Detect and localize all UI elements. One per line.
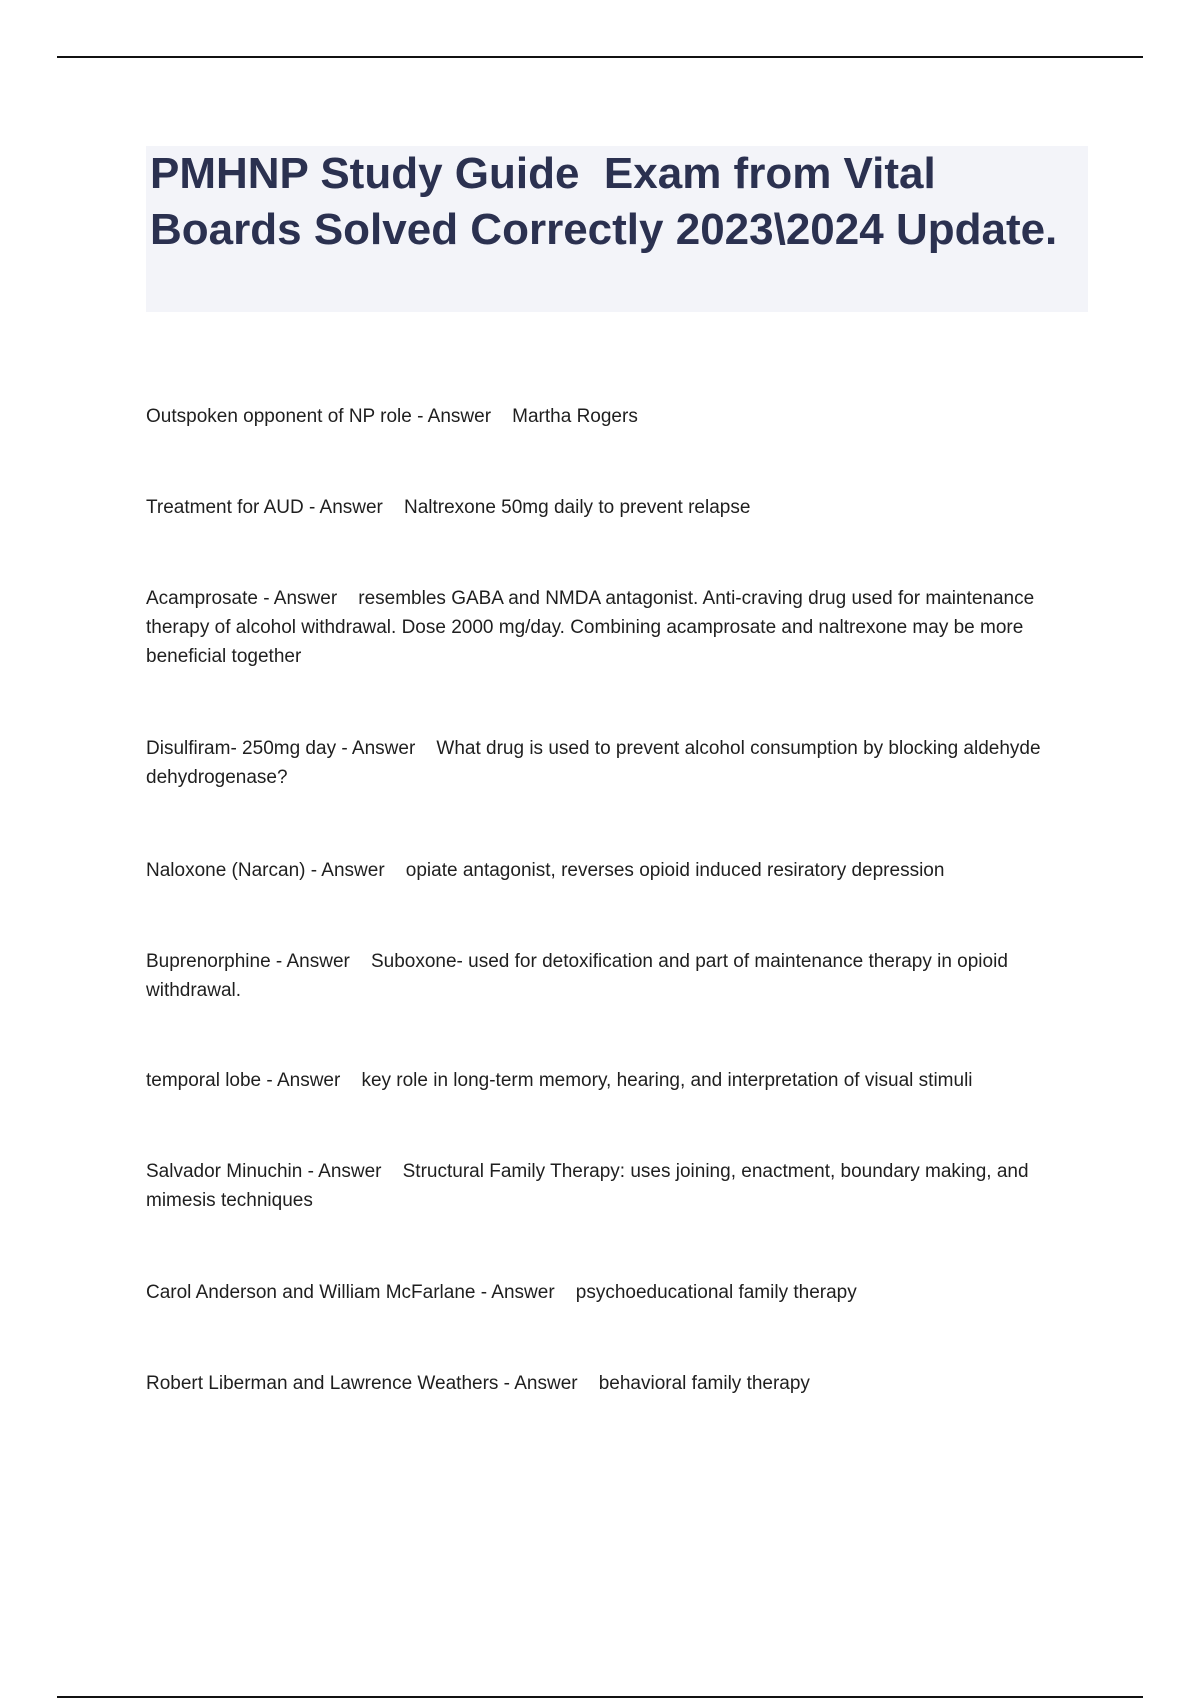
qa-answer: Structural Family Therapy: uses joining, enactment, boundary making, and mimesis techniques <box>146 1161 1029 1211</box>
qa-answer: key role in long-term memory, hearing, and interpretation of visual stimuli <box>361 1070 973 1091</box>
qa-term: Treatment for AUD <box>146 497 304 518</box>
qa-separator: - Answer <box>270 951 371 972</box>
qa-separator: - Answer <box>303 497 404 518</box>
title-banner <box>146 146 1088 312</box>
qa-term: Robert Liberman and Lawrence Weathers <box>146 1373 499 1394</box>
qa-term: Outspoken opponent of NP role <box>146 406 412 427</box>
qa-answer: behavioral family therapy <box>598 1373 810 1394</box>
qa-item <box>146 947 1096 1005</box>
qa-term: temporal lobe <box>146 1070 262 1091</box>
qa-item <box>146 1157 1096 1215</box>
document-title: PMHNP Study Guide Exam from Vital Boards Solved Correctly 2023\2024 Update. <box>150 149 1058 254</box>
qa-answer: What drug is used to prevent alcohol consumption by blocking aldehyde dehydrogenase? <box>146 738 1041 788</box>
qa-item <box>146 1369 1096 1398</box>
qa-separator: - Answer <box>498 1373 599 1394</box>
qa-separator: - Answer <box>261 1070 362 1091</box>
qa-term: Naloxone (Narcan) <box>146 860 306 881</box>
qa-item <box>146 1278 1096 1307</box>
qa-term: Buprenorphine <box>146 951 271 972</box>
qa-separator: - Answer <box>336 738 437 759</box>
qa-answer: opiate antagonist, reverses opioid induced resiratory depression <box>405 860 945 881</box>
qa-term: Disulfiram- 250mg day <box>146 738 337 759</box>
qa-answer: Suboxone- used for detoxification and part of maintenance therapy in opioid withdrawal. <box>146 951 1008 1001</box>
qa-item <box>146 856 1096 885</box>
qa-item <box>146 734 1096 792</box>
qa-item <box>146 584 1096 671</box>
qa-term: Salvador Minuchin <box>146 1161 303 1182</box>
qa-separator: - Answer <box>411 406 513 427</box>
qa-separator: - Answer <box>475 1282 576 1303</box>
qa-separator: - Answer <box>305 860 406 881</box>
qa-separator: - Answer <box>302 1161 403 1182</box>
qa-answer: Martha Rogers <box>512 406 638 427</box>
qa-answer: psychoeducational family therapy <box>575 1282 857 1303</box>
qa-item <box>146 493 1096 522</box>
qa-answer: resembles GABA and NMDA antagonist. Anti-craving drug used for maintenance therapy of alcohol withdrawal. Dose 2000 mg/day. Combining acamprosate and naltrexone may be more beneficial together <box>146 588 1035 667</box>
qa-item <box>146 1066 1096 1095</box>
qa-item <box>146 402 1096 431</box>
qa-answer: Naltrexone 50mg daily to prevent relapse <box>404 497 751 518</box>
top-divider <box>57 56 1143 58</box>
qa-term: Carol Anderson and William McFarlane <box>146 1282 476 1303</box>
qa-separator: - Answer <box>257 588 359 609</box>
bottom-divider <box>57 1696 1143 1698</box>
qa-term: Acamprosate <box>146 588 258 609</box>
